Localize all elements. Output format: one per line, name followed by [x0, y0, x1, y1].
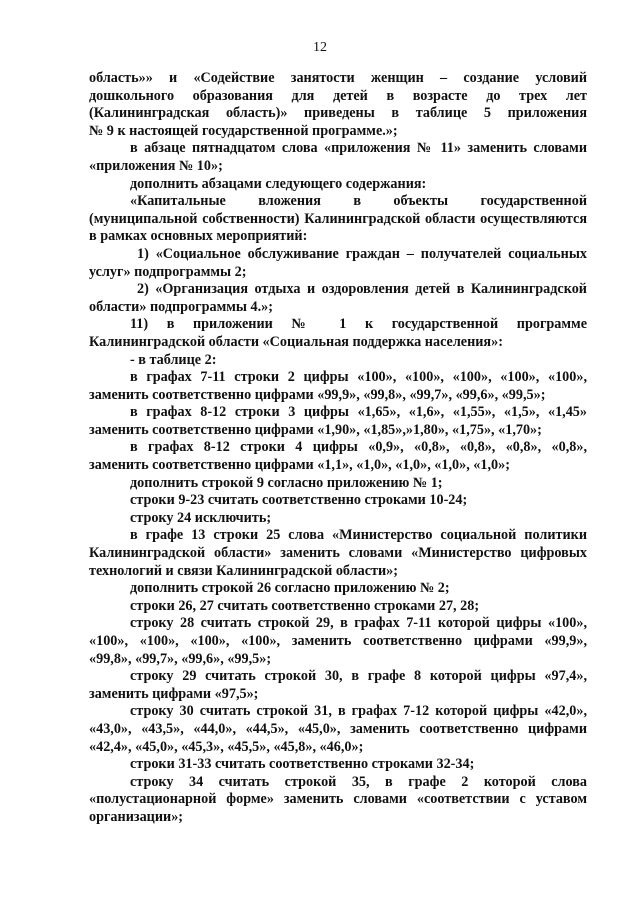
text-line: в графах 8-12 строки 3 цифры «1,65», «1,6», «1,55», «1,5», «1,45» [130, 404, 587, 421]
text-line: строки 26, 27 считать соответственно строками 27, 28; [130, 597, 480, 614]
text-line: заменить соответственно цифрами «1,90», «1,85»,»1,80», «1,75», «1,70»; [89, 421, 542, 438]
text-line: «приложения № 10»; [89, 157, 223, 174]
text-line: строку 28 считать строкой 29, в графах 7-11 которой цифры «100», [130, 615, 587, 632]
text-line: заменить цифрами «97,5»; [89, 685, 259, 702]
text-line: 2) «Организация отдыха и оздоровления детей в Калининградской [137, 281, 587, 298]
text-line: организации»; [89, 808, 184, 825]
text-line: «99,8», «99,7», «99,6», «99,5»; [89, 650, 272, 667]
text-line: «100», «100», «100», «100», заменить соответственно цифрами «99,9», [89, 633, 587, 649]
text-line: области» подпрограммы 4.»; [89, 298, 274, 315]
text-line: 1) «Социальное обслуживание граждан – получателей социальных [137, 245, 587, 262]
text-line: строку 24 исключить; [130, 509, 272, 526]
text-line: строку 30 считать строкой 31, в графах 7-12 которой цифры «42,0», [130, 703, 587, 720]
text-line: (Калининградская область)» приведены в таблице 5 приложения [89, 105, 587, 122]
text-line: дополнить строкой 9 согласно приложению № 1; [130, 474, 443, 491]
text-line: Калининградской области» заменить словами «Министерство цифровых [89, 545, 587, 562]
text-line: область»» и «Содействие занятости женщин – создание условий [89, 70, 587, 86]
text-line: строки 9-23 считать соответственно строками 10-24; [130, 492, 468, 509]
text-line: в графе 13 строки 25 слова «Министерство социальной политики [130, 527, 587, 544]
text-line: строки 31-33 считать соответственно строками 32-34; [130, 756, 475, 773]
text-line: в графах 8-12 строки 4 цифры «0,9», «0,8», «0,8», «0,8», «0,8», [130, 439, 587, 456]
page-number: 12 [313, 40, 327, 55]
text-line: «полустационарной форме» заменить словами «соответствии с уставом [89, 791, 587, 808]
text-line: дополнить строкой 26 согласно приложению № 2; [130, 580, 450, 597]
text-line: услуг» подпрограммы 2; [89, 263, 247, 280]
text-line: дошкольного образования для детей в возрасте до трех лет [89, 87, 587, 104]
text-line: № 9 к настоящей государственной программе.»; [89, 122, 398, 139]
text-line: в графах 7-11 строки 2 цифры «100», «100», «100», «100», «100», [130, 369, 587, 386]
text-line: в рамках основных мероприятий: [89, 228, 308, 245]
text-line: дополнить абзацами следующего содержания: [130, 175, 427, 192]
document-text-body [89, 70, 587, 827]
text-line: заменить соответственно цифрами «1,1», «1,0», «1,0», «1,0», «1,0»; [89, 457, 510, 474]
text-line: «43,0», «43,5», «44,0», «44,5», «45,0», заменить соответственно цифрами [89, 720, 587, 737]
text-line: 11) в приложении № 1 к государственной программе [130, 316, 587, 333]
text-line: строку 34 считать строкой 35, в графе 2 которой слова [130, 773, 587, 790]
text-line: «Капитальные вложения в объекты государственной [130, 193, 587, 210]
text-line: технологий и связи Калининградской области»; [89, 562, 398, 579]
text-line: в абзаце пятнадцатом слова «приложения № 11» заменить словами [130, 140, 587, 157]
text-line: (муниципальной собственности) Калининградской области осуществляются [89, 210, 587, 227]
text-line: «42,4», «45,0», «45,3», «45,5», «45,8», «46,0»; [89, 738, 364, 755]
text-line: заменить соответственно цифрами «99,9», «99,8», «99,7», «99,6», «99,5»; [89, 386, 546, 403]
text-line: строку 29 считать строкой 30, в графе 8 которой цифры «97,4», [130, 668, 587, 685]
text-line: - в таблице 2: [130, 351, 217, 368]
text-line: Калининградской области «Социальная поддержка населения»: [89, 333, 503, 350]
